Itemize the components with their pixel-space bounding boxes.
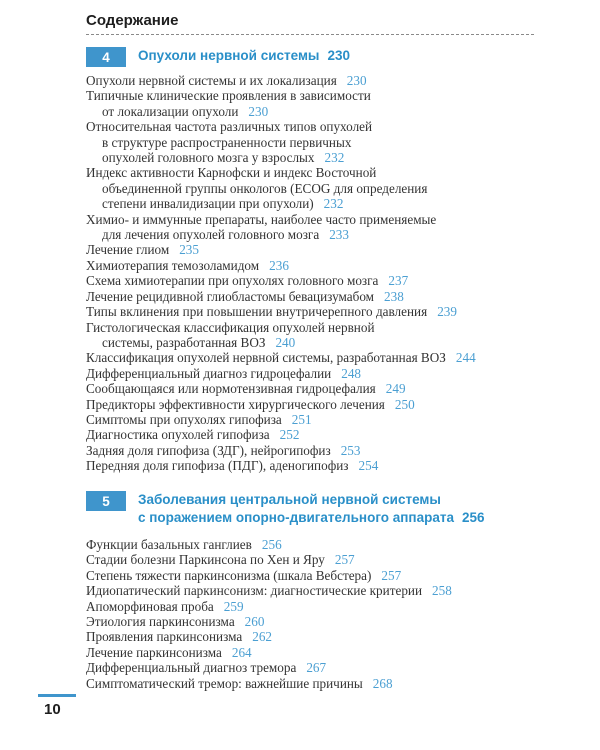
toc-entry-line [86, 381, 526, 396]
toc-entry-line [86, 150, 526, 165]
toc-entry-line [86, 227, 526, 242]
toc-entry-page-number[interactable]: 264 [231, 644, 252, 660]
toc-entry-line [86, 427, 526, 442]
toc-entry-page-number[interactable]: 232 [324, 150, 345, 166]
toc-entry-line [86, 645, 526, 660]
toc-entry-text: опухолей головного мозга у взрослых [102, 150, 315, 166]
toc-entry-line [86, 335, 526, 350]
toc-entry-line [86, 629, 526, 644]
toc-entry-line [86, 614, 526, 629]
toc-entry-text: Химио- и иммунные препараты, наиболее часто применяемые [86, 211, 437, 227]
toc-entry-page-number[interactable]: 252 [279, 427, 300, 443]
toc-entry-text: Классификация опухолей нервной системы, разработанная ВОЗ [86, 350, 446, 366]
chapter-title-text: Заболевания центральной нервной системы [138, 492, 441, 507]
toc-entry-page-number[interactable]: 250 [394, 396, 415, 412]
toc-entry-line [86, 88, 526, 103]
toc-entry-text: Передняя доля гипофиза (ПДГ), аденогипофиз [86, 458, 349, 474]
toc-entry-text: Функции базальных ганглиев [86, 537, 252, 552]
toc-entry-text: Схема химиотерапии при опухолях головного мозга [86, 273, 379, 289]
toc-entry-text: Типы вклинения при повышении внутричерепного давления [86, 304, 428, 320]
toc-entry-line [86, 104, 526, 119]
toc-entry[interactable] [86, 552, 526, 567]
chapter-title-line [138, 47, 350, 65]
toc-entry-page-number[interactable]: 258 [432, 583, 452, 599]
toc-entry-text: Относительная частота различных типов опухолей [86, 119, 373, 135]
toc-entry[interactable] [86, 366, 526, 381]
toc-entry-line [86, 273, 526, 288]
toc-entry[interactable] [86, 583, 526, 598]
toc-entry-page-number[interactable]: 248 [341, 365, 361, 381]
toc-entry-page-number[interactable]: 230 [346, 73, 367, 88]
toc-entry[interactable] [86, 443, 526, 458]
section-header-title: Содержание [86, 12, 179, 29]
toc-entry[interactable] [86, 88, 526, 119]
toc-entry[interactable] [86, 273, 526, 288]
toc-entry-line [86, 119, 526, 134]
toc-entry-text: Степень тяжести паркинсонизма (шкала Вебстера) [86, 567, 372, 583]
toc-entry-text: Апоморфиновая проба [86, 598, 214, 614]
toc-entry-line [86, 599, 526, 614]
toc-entry-line [86, 412, 526, 427]
toc-entry-page-number[interactable]: 268 [372, 675, 393, 691]
toc-entry-text: Лечение рецидивной глиобластомы бевацизумабом [86, 288, 375, 304]
toc-entry-text: для лечения опухолей головного мозга [102, 227, 320, 243]
toc-entry[interactable] [86, 242, 526, 257]
toc-entry-line [86, 181, 526, 196]
toc-entry-text: Гистологическая классификация опухолей нервной [86, 319, 375, 335]
chapter-5-heading[interactable] [86, 491, 485, 525]
toc-entry[interactable] [86, 676, 526, 691]
toc-entry-text: Предикторы эффективности хирургического лечения [86, 396, 385, 412]
toc-entry-page-number[interactable]: 233 [329, 227, 349, 243]
chapter-title-text: Опухоли нервной системы [138, 48, 320, 63]
toc-entry[interactable] [86, 629, 526, 644]
toc-entry-line [86, 366, 526, 381]
footer-accent-bar [38, 694, 76, 697]
toc-entry[interactable] [86, 568, 526, 583]
toc-entry[interactable] [86, 614, 526, 629]
toc-entry-line [86, 165, 526, 180]
toc-entry-line [86, 320, 526, 335]
toc-entry-text: Дифференциальный диагноз тремора [86, 660, 297, 676]
toc-entry[interactable] [86, 289, 526, 304]
toc-entry[interactable] [86, 427, 526, 442]
toc-entry-line [86, 583, 526, 598]
toc-entry-page-number[interactable]: 254 [358, 458, 379, 474]
chapter-title [138, 47, 350, 65]
toc-entry-page-number[interactable]: 256 [261, 537, 282, 552]
chapter-4-heading[interactable] [86, 47, 350, 69]
toc-entry-page-number[interactable]: 253 [340, 442, 361, 458]
toc-entry[interactable] [86, 165, 526, 211]
toc-entry-line [86, 289, 526, 304]
toc-entry-page-number[interactable]: 249 [385, 381, 406, 397]
toc-entry[interactable] [86, 412, 526, 427]
toc-entry-page-number[interactable]: 240 [275, 334, 296, 350]
toc-entry-page-number[interactable]: 260 [244, 614, 265, 630]
toc-entry-text: Симптоматический тремор: важнейшие причины [86, 675, 363, 691]
toc-entry[interactable] [86, 645, 526, 660]
toc-entry[interactable] [86, 320, 526, 351]
toc-entry-text: Типичные клинические проявления в зависимости [86, 88, 371, 104]
toc-entry-line [86, 212, 526, 227]
toc-entry-line [86, 660, 526, 675]
toc-entry-line [86, 304, 526, 319]
toc-entry-text: Индекс активности Карнофски и индекс Восточной [86, 165, 377, 181]
toc-entry-text: Лечение паркинсонизма [86, 644, 222, 660]
toc-entry-line [86, 568, 526, 583]
toc-entry-page-number[interactable]: 235 [179, 242, 199, 258]
toc-entry-page-number[interactable]: 237 [388, 273, 409, 289]
toc-entry[interactable] [86, 258, 526, 273]
toc-entry[interactable] [86, 537, 526, 552]
toc-entry-text: Симптомы при опухолях гипофиза [86, 411, 282, 427]
toc-entry-text: степени инвалидизации при опухоли) [102, 196, 314, 212]
toc-entry-line [86, 73, 526, 88]
header-divider [86, 34, 534, 35]
toc-entry[interactable] [86, 381, 526, 396]
toc-entry-line [86, 676, 526, 691]
toc-entry[interactable] [86, 73, 526, 88]
toc-entry-page-number[interactable]: 232 [323, 196, 344, 212]
toc-entry-text: системы, разработанная ВОЗ [102, 334, 266, 350]
toc-entry-page-number[interactable]: 251 [291, 411, 312, 427]
toc-entry-line [86, 350, 526, 365]
toc-entry-page-number[interactable]: 239 [437, 304, 457, 320]
toc-entry-line [86, 458, 526, 473]
toc-entry-text: Опухоли нервной системы и их локализация [86, 73, 337, 88]
chapter-title [138, 491, 485, 527]
toc-entry[interactable] [86, 119, 526, 165]
toc-entry-page-number[interactable]: 262 [252, 629, 272, 645]
chapter-title-line [138, 491, 485, 509]
chapter-page-number[interactable]: 256 [461, 510, 485, 525]
chapter-title-text: с поражением опорно-двигательного аппарата [138, 510, 454, 525]
toc-entry[interactable] [86, 350, 526, 365]
toc-entry-line [86, 537, 526, 552]
chapter-number-badge: 5 [86, 491, 126, 511]
toc-entry-line [86, 552, 526, 567]
chapter-page-number[interactable]: 230 [327, 48, 350, 63]
toc-entry-line [86, 242, 526, 257]
toc-entry-line [86, 258, 526, 273]
toc-entry-text: Задняя доля гипофиза (ЗДГ), нейрогипофиз [86, 442, 331, 458]
toc-entry-text: Стадии болезни Паркинсона по Хен и Яру [86, 552, 325, 568]
page-number: 10 [44, 701, 61, 718]
toc-entry-text: Сообщающаяся или нормотензивная гидроцефалия [86, 381, 376, 397]
toc-entry-page-number[interactable]: 259 [223, 598, 244, 614]
toc-entry[interactable] [86, 397, 526, 412]
toc-entry[interactable] [86, 599, 526, 614]
toc-entry-text: Дифференциальный диагноз гидроцефалии [86, 365, 332, 381]
chapter-5-entry-list [86, 537, 526, 691]
toc-entry-text: Идиопатический паркинсонизм: диагностические критерии [86, 583, 423, 599]
toc-entry[interactable] [86, 304, 526, 319]
toc-entry-page-number[interactable]: 257 [334, 552, 355, 568]
toc-entry-page-number[interactable]: 238 [384, 288, 404, 304]
toc-entry[interactable] [86, 458, 526, 473]
toc-entry-text: Этиология паркинсонизма [86, 614, 235, 630]
chapter-4-entry-list [86, 73, 526, 474]
toc-entry-page-number[interactable]: 244 [455, 350, 476, 366]
toc-entry-text: в структуре распространенности первичных [102, 134, 352, 150]
toc-entry-line [86, 196, 526, 211]
toc-entry-text: объединенной группы онкологов (ECOG для определения [102, 180, 428, 196]
toc-entry[interactable] [86, 660, 526, 675]
toc-entry-page-number[interactable]: 230 [248, 103, 269, 119]
toc-entry-text: Химиотерапия темозоламидом [86, 257, 260, 273]
toc-entry-text: Проявления паркинсонизма [86, 629, 243, 645]
toc-entry-text: Диагностика опухолей гипофиза [86, 427, 270, 443]
toc-entry[interactable] [86, 212, 526, 243]
toc-entry-text: Лечение глиом [86, 242, 170, 258]
chapter-number-badge: 4 [86, 47, 126, 67]
toc-entry-page-number[interactable]: 236 [269, 257, 289, 273]
toc-entry-line [86, 135, 526, 150]
toc-entry-text: от локализации опухоли [102, 103, 239, 119]
toc-entry-line [86, 397, 526, 412]
chapter-title-line [138, 509, 485, 527]
toc-entry-page-number[interactable]: 257 [381, 567, 402, 583]
toc-entry-page-number[interactable]: 267 [306, 660, 327, 676]
toc-entry-line [86, 443, 526, 458]
